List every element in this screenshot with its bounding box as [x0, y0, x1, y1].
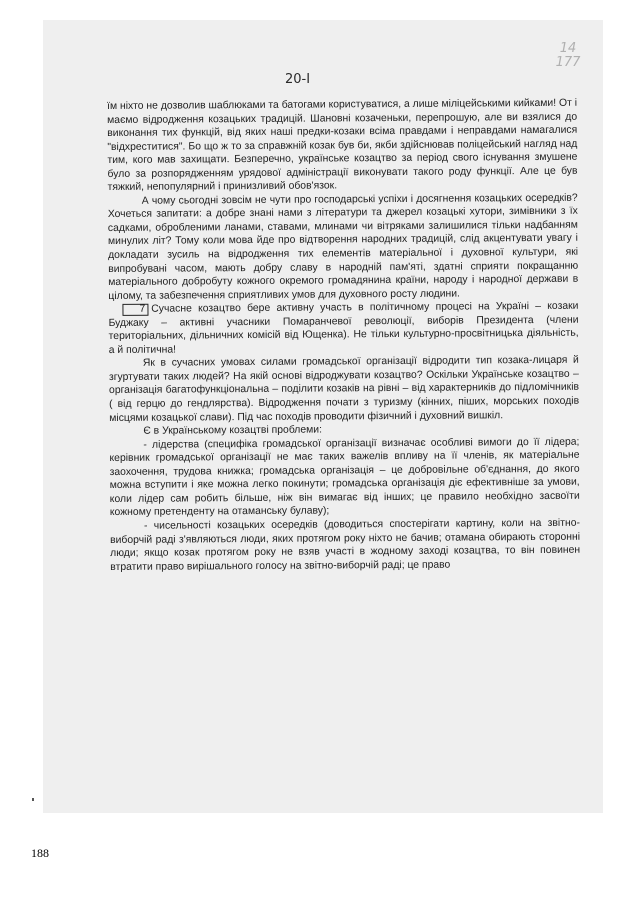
paragraph: [109, 354, 579, 425]
paragraph: [110, 517, 580, 574]
scan-speck: [32, 798, 34, 801]
paragraph-text: - чисельності козацьких осередків (доводиться спостерігати картину, коли на звітно-виборчій раді з'являються люди, яких протягом року ніхто не бачив; отамана обирають сторонні люди; якщо козак протягом року не взяв участі в жодному заході козацтва, то він повинен втратити право вирішального голосу на звітно-виборчій раді; це право: [110, 517, 581, 573]
paragraph-text: Є в Українському козацтві проблеми:: [143, 424, 323, 437]
paragraph-text: - лідерства (специфіка громадської організації визначає особливі вимоги до її лідера; керівник громадської організації не має таких важелів впливу на її членів, як матеріальне заохочення, трудова книжка; громадська організація – це добровільне об'єднання, до якого можна вступити і яке можна легко покинути; громадська організація діє ефективніше за умови, коли лідер сам робить більше, ніж він вимагає від інших; це правило необхідно засвоїти кожному претенденту на отаманську булаву);: [109, 436, 580, 519]
paragraph: [109, 435, 580, 520]
paragraph-text: їм ніхто не дозволив шаблюками та батогами користуватися, а лише міліцейськими кийками! От і маємо відродження козацьких традицій. Шановні козаченьки, перепрошую, але ви взялися до виконання тих функцій, від яких наші предки-козаки всіма правдами і неправдами намагалися "відхреститися". Бо що ж то за справжній козак був би, якби здійснював поліцейський нагляд над тим, кого мав захищати. Безперечно, українське козацтво за період свого існування змушене було за розпорядженням урядової адміністрації виконувати такого роду функції. Але це був тяжкий, непопулярний і принизливий обов'язок.: [107, 97, 578, 194]
paragraph-text: Як в сучасних умовах силами громадської організації відродити тип козака-лицаря й згуртувати таких людей? На якій основі відроджувати козацтво? Оскільки Українське козацтво – організація багатофункціональна – поділити козаків на рівні – від характерників до підломічників ( від герцю до гендлярства). Відродження почати з туризму (кінних, піших, морських походів місцями козацької слави). Під час походів проводити фізичний і духовний вишкіл.: [108, 355, 580, 424]
paragraph-text: Сучасне козацтво бере активну участь в політичному процесі на Україні – козаки Буджаку – активні учасники Помаранчевої революції, виборів Президента (члени територіальних, дільничних комісій від Ющенка). Не тільки культурно-просвітницька діяльність, а й політична!: [108, 300, 579, 356]
paragraph: [108, 300, 578, 357]
scanned-page: [43, 20, 603, 813]
paragraph: [108, 192, 579, 304]
paragraph-text: А чому сьогодні зовсім не чути про господарські успіхи і досягнення козацьких осередків? Хочеться запитати: а добре знані нами з літератури та джерел козацькі хутори, зимівники з їх садками, обробленими ланами, ставами, млинами чи вітряками залишилися тільки надбанням минулих літ? Тому коли мова йде про відтворення народних традицій, слід акцентувати увагу і докладати зусиль на відродження тих елементів матеріальної і духовної культури, які випробувані часом, мають добру славу в народній пам'яті, здатні сприяти покращанню матеріального добробуту кожного окремого громадянина країни, народу і народної держави в цілому, та забезпечення сприятливих умов для духовного росту людини.: [107, 192, 579, 302]
body-text: [107, 97, 580, 574]
handwritten-page-mark: 20-I: [285, 72, 311, 87]
page-number: 188: [31, 846, 49, 860]
boxed-number: 7: [122, 304, 148, 316]
handwritten-archive-number: 14 177: [555, 41, 581, 70]
paragraph: [107, 97, 578, 195]
